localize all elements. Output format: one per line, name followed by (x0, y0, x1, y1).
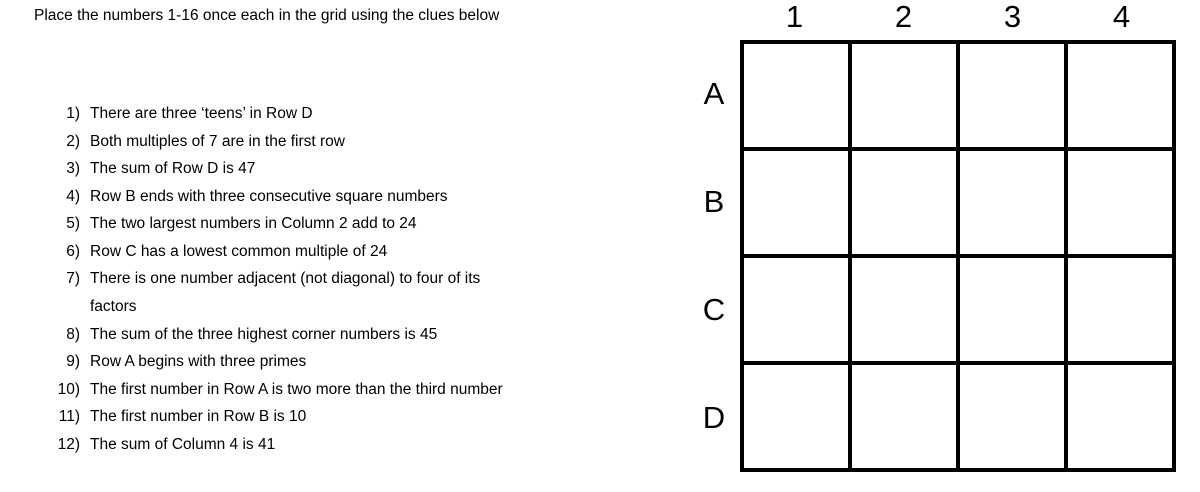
grid-cell-c2[interactable] (852, 258, 960, 365)
clue-number: 11) (58, 408, 80, 426)
grid-cell-c3[interactable] (960, 258, 1068, 365)
list-item (26, 403, 646, 431)
row-header-column (690, 40, 738, 472)
clue-number: 8) (66, 325, 80, 343)
grid-cell-d3[interactable] (960, 365, 1068, 472)
clue-text: The first number in Row B is 10 (90, 408, 307, 426)
clue-number: 12) (57, 435, 80, 453)
clue-number: 7) (66, 270, 80, 288)
list-item (26, 431, 646, 459)
grid-cell-c1[interactable] (744, 258, 852, 365)
column-header-1: 1 (785, 0, 804, 34)
list-item (26, 238, 646, 266)
clue-text: Row B ends with three consecutive square numbers (90, 187, 448, 205)
column-header-3: 3 (1003, 0, 1022, 34)
grid-cell-d1[interactable] (744, 365, 852, 472)
grid-cell-b4[interactable] (1068, 151, 1176, 258)
clue-text: The first number in Row A is two more than the third number (90, 380, 503, 398)
grid-cell-b3[interactable] (960, 151, 1068, 258)
list-item (26, 210, 646, 238)
clue-number: 5) (66, 215, 80, 233)
grid-cell-a3[interactable] (960, 44, 1068, 151)
grid-cell-d2[interactable] (852, 365, 960, 472)
grid-cell-b1[interactable] (744, 151, 852, 258)
grid-cell-a1[interactable] (744, 44, 852, 151)
clue-text-line2: factors (90, 298, 137, 316)
puzzle-grid (740, 40, 1176, 472)
list-item (26, 100, 646, 128)
clue-text: Both multiples of 7 are in the first row (90, 132, 346, 150)
grid-cell-b2[interactable] (852, 151, 960, 258)
grid-cell-c4[interactable] (1068, 258, 1176, 365)
clue-number: 2) (66, 132, 80, 150)
list-item (26, 321, 646, 349)
clue-text (90, 265, 646, 320)
clue-number: 6) (66, 242, 80, 260)
list-item (26, 265, 646, 320)
list-item (26, 128, 646, 156)
clue-text: The sum of the three highest corner numbers is 45 (90, 325, 438, 343)
clue-text-line1: There is one number adjacent (not diagonal) to four of its (90, 270, 481, 288)
clue-text: There are three ‘teens’ in Row D (90, 105, 313, 122)
clue-number: 9) (66, 353, 80, 371)
clue-number: 10) (57, 380, 80, 398)
instruction-text: Place the numbers 1-16 once each in the grid using the clues below (34, 7, 500, 24)
row-header-b: B (703, 184, 725, 219)
clue-text: The sum of Row D is 47 (90, 160, 256, 178)
clue-text: Row A begins with three primes (90, 353, 307, 371)
list-item (26, 348, 646, 376)
row-header-c: C (702, 292, 726, 327)
column-header-2: 2 (894, 0, 913, 34)
list-item (26, 183, 646, 211)
grid-cell-a4[interactable] (1068, 44, 1176, 151)
column-header-row (740, 0, 1176, 38)
grid-cell-d4[interactable] (1068, 365, 1176, 472)
list-item (26, 376, 646, 404)
list-item (26, 155, 646, 183)
clue-number: 4) (66, 187, 80, 205)
clue-text: Row C has a lowest common multiple of 24 (90, 242, 388, 260)
clue-text: The two largest numbers in Column 2 add to 24 (90, 215, 417, 233)
grid-cell-a2[interactable] (852, 44, 960, 151)
puzzle-grid-container (690, 0, 1190, 492)
row-header-d: D (702, 400, 726, 435)
clue-number: 3) (66, 160, 80, 178)
clue-text: The sum of Column 4 is 41 (90, 435, 276, 453)
column-header-4: 4 (1112, 0, 1131, 34)
row-header-a: A (703, 76, 725, 111)
clue-list (26, 100, 646, 459)
clue-number: 1) (66, 105, 80, 122)
